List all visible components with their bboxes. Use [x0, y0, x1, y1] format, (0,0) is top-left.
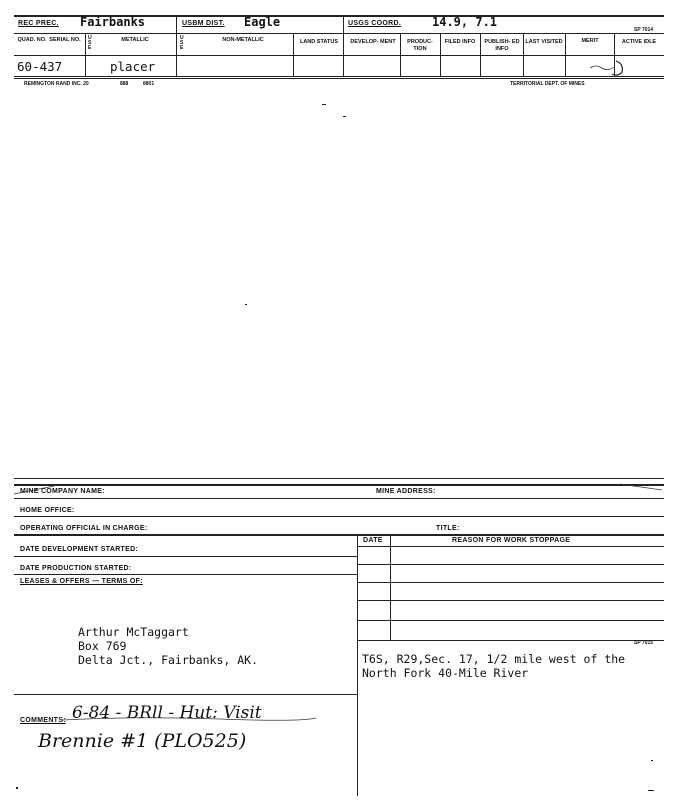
- use-nonmetallic-label: U S E: [180, 35, 184, 51]
- home-office-label: HOME OFFICE:: [20, 507, 75, 514]
- code-b: 8801: [143, 81, 155, 87]
- stoppage-row: [357, 582, 664, 583]
- dev-started-label: DATE DEVELOPMENT STARTED:: [20, 546, 139, 553]
- col-divider: [176, 15, 177, 76]
- use-metallic-label: U S E: [88, 35, 92, 51]
- land-status-label: LAND STATUS: [300, 39, 338, 45]
- usbm-dist-value: Eagle: [244, 15, 281, 29]
- row-rule: [14, 556, 357, 557]
- speck: [651, 760, 653, 761]
- col-divider: [440, 33, 441, 76]
- title-label: TITLE:: [436, 525, 460, 532]
- printer-text: REMINGTON RAND INC. 20: [24, 81, 89, 87]
- date-label: DATE: [363, 537, 383, 544]
- address-line-1: Arthur McTaggart: [78, 625, 189, 639]
- usgs-coord-value: 14.9, 7.1: [432, 15, 498, 29]
- header-columns-rule: [14, 55, 664, 56]
- header-divider: [14, 33, 664, 34]
- quad-no-label: QUAD. NO.: [17, 37, 47, 43]
- speck: [322, 104, 326, 105]
- quad-serial-value: 60-437: [17, 59, 63, 74]
- col-divider: [400, 33, 401, 76]
- speck: [648, 790, 654, 791]
- nonmetallic-label: NON-METALLIC: [222, 37, 264, 43]
- row-rule: [14, 574, 357, 575]
- mine-company-label: MINE COMPANY NAME:: [20, 488, 105, 495]
- comments-label: COMMENTS:: [20, 717, 66, 724]
- reason-label: REASON FOR WORK STOPPAGE: [452, 537, 571, 544]
- footer-rule: [14, 78, 664, 79]
- date-col-divider: [390, 534, 391, 640]
- production-label: PRODUC- TION: [407, 39, 433, 52]
- address-line-3: Delta Jct., Fairbanks, AK.: [78, 653, 259, 667]
- col-divider: [85, 33, 86, 76]
- prod-started-label: DATE PRODUCTION STARTED:: [20, 565, 132, 572]
- comments-top-rule: [14, 694, 357, 695]
- speck: [343, 116, 346, 117]
- rec-prec-value: Fairbanks: [80, 15, 146, 29]
- center-divider: [357, 534, 358, 796]
- comment-handwriting-1: 6-84 - BRll - Hut: Visit: [72, 703, 262, 723]
- published-info-label: PUBLISH- ED INFO: [484, 39, 520, 52]
- skewed-pen-lines: [14, 478, 664, 498]
- comment-handwriting-2: Brennie #1 (PLO525): [38, 730, 247, 752]
- stoppage-row: [357, 546, 664, 547]
- rec-prec-label: REC PREC.: [18, 20, 59, 27]
- col-divider: [343, 15, 344, 76]
- row-rule: [14, 498, 664, 499]
- operating-official-label: OPERATING OFFICIAL IN CHARGE:: [20, 525, 148, 532]
- merit-scribble-mark: [588, 58, 632, 78]
- stoppage-row: [357, 620, 664, 621]
- territorial-text: TERRITORIAL DEPT. OF MINES: [510, 81, 585, 87]
- col-divider: [523, 33, 524, 76]
- col-divider: [565, 33, 566, 76]
- row-rule: [14, 516, 664, 517]
- col-divider: [293, 33, 294, 76]
- comment-underline: [60, 714, 320, 724]
- metallic-value: placer: [110, 59, 156, 74]
- row-rule: [14, 534, 664, 536]
- stoppage-row: [357, 600, 664, 601]
- record-row-rule: [14, 76, 664, 77]
- stoppage-row: [357, 564, 664, 565]
- address-line-2: Box 769: [78, 639, 127, 653]
- form-number: SP 7014: [634, 27, 654, 33]
- stoppage-row: [357, 640, 664, 641]
- speck: [245, 304, 247, 305]
- filed-info-label: FILED INFO: [444, 39, 476, 45]
- form-number-2: SP 7015: [634, 640, 654, 646]
- merit-label: MERIT: [581, 38, 599, 44]
- metallic-label: METALLIC: [121, 37, 149, 43]
- location-line-1: T6S, R29,Sec. 17, 1/2 mile west of the: [362, 652, 626, 666]
- usbm-dist-label: USBM DIST.: [182, 20, 225, 27]
- active-idle-label: ACTIVE IDLE: [621, 39, 657, 45]
- usgs-coord-label: USGS COORD.: [348, 20, 402, 27]
- mine-address-label: MINE ADDRESS:: [376, 488, 436, 495]
- last-visited-label: LAST VISITED: [525, 39, 563, 45]
- col-divider: [480, 33, 481, 76]
- leases-label: LEASES & OFFERS — TERMS OF:: [20, 578, 143, 585]
- development-label: DEVELOP- MENT: [350, 39, 396, 45]
- serial-no-label: SERIAL NO.: [49, 37, 81, 43]
- location-line-2: North Fork 40-Mile River: [362, 666, 529, 680]
- code-a: 888: [120, 81, 129, 87]
- speck: [16, 787, 18, 789]
